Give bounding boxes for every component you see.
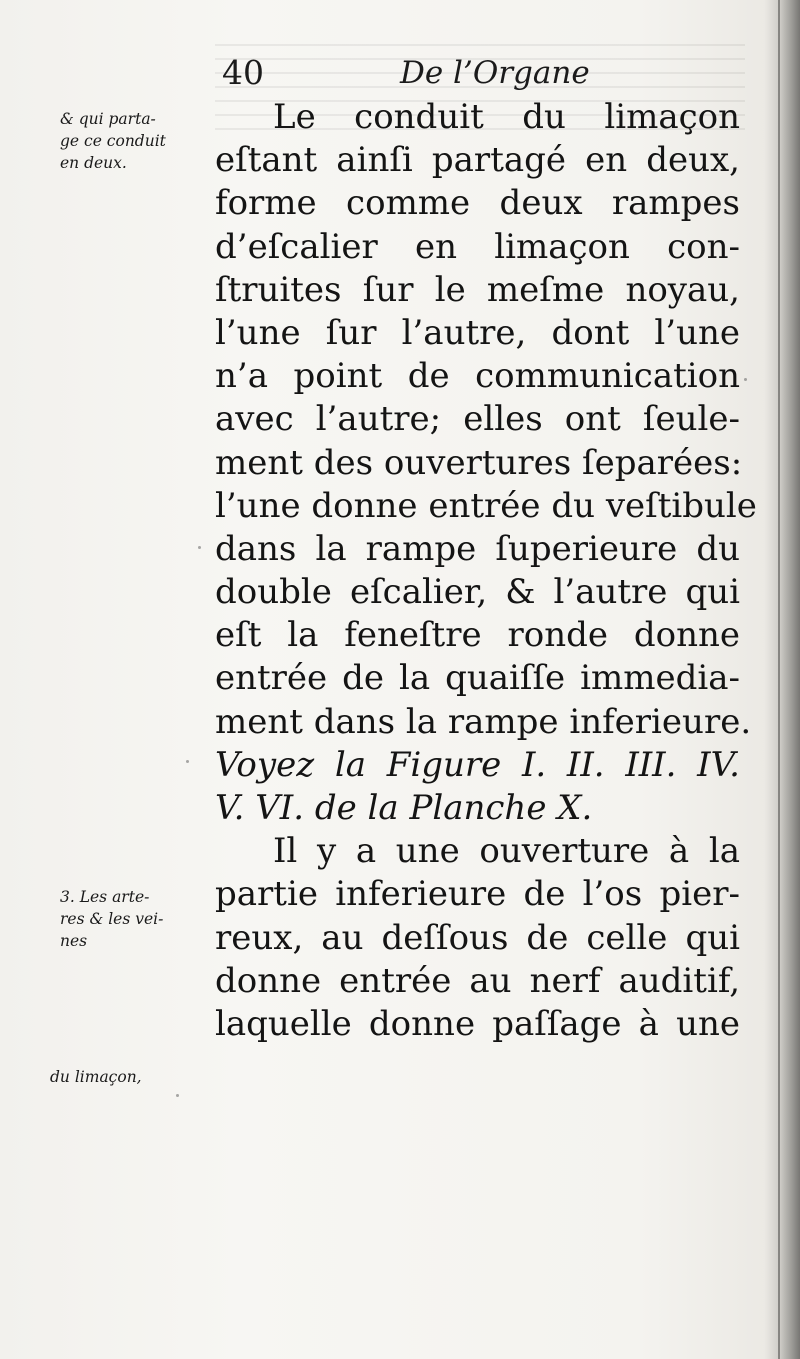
body-line: Il y a une ouverture à la bbox=[273, 831, 740, 872]
margin-note-line: res & les vei- bbox=[60, 910, 164, 928]
body-line: laquelle donne paſſage à une bbox=[215, 1003, 740, 1044]
paper-speck bbox=[176, 1094, 179, 1097]
paper-speck bbox=[744, 378, 747, 381]
body-line: d’eſcalier en limaçon con- bbox=[215, 226, 740, 267]
body-line: ment dans la rampe inferieure. bbox=[215, 701, 752, 742]
running-title: De l’Organe bbox=[400, 55, 590, 91]
paper-speck bbox=[198, 546, 201, 549]
margin-note-line: en deux. bbox=[60, 154, 127, 172]
margin-note-arteries bbox=[60, 886, 163, 952]
body-line: entrée de la quaiſſe immedia- bbox=[215, 658, 740, 699]
page-edge-shadow bbox=[764, 0, 800, 1359]
figure-reference-line: Voyez la Figure I. II. III. IV. bbox=[215, 744, 740, 785]
running-head bbox=[222, 50, 742, 100]
page-edge-line bbox=[778, 0, 780, 1359]
margin-note-line: nes bbox=[60, 932, 88, 950]
body-line: partie inferieure de l’os pier- bbox=[215, 874, 740, 915]
body-line: ment des ouvertures ſeparées: bbox=[215, 442, 743, 483]
figure-reference-line: V. VI. de la Planche X. bbox=[215, 788, 593, 828]
margin-note-line: 3. Les arte- bbox=[60, 888, 150, 906]
body-line: avec l’autre; elles ont ſeule- bbox=[215, 399, 740, 440]
body-line: eſtant ainſi partagé en deux, bbox=[215, 140, 740, 181]
margin-note-division bbox=[60, 108, 166, 174]
body-text bbox=[215, 96, 757, 1046]
body-line: Le conduit du limaçon bbox=[273, 97, 740, 137]
body-line: ſtruites ſur le meſme noyau, bbox=[215, 269, 740, 310]
body-line: double eſcalier, & l’autre qui bbox=[215, 572, 740, 613]
margin-note-limacon bbox=[50, 1066, 142, 1088]
body-line: donne entrée au nerf auditif, bbox=[215, 960, 740, 1001]
body-line: l’une ſur l’autre, dont l’une bbox=[215, 312, 740, 353]
page-number: 40 bbox=[222, 53, 264, 92]
margin-note-line: & qui parta- bbox=[60, 110, 156, 128]
body-line: eſt la feneſtre ronde donne bbox=[215, 615, 740, 656]
body-line: dans la rampe ſuperieure du bbox=[215, 528, 740, 569]
body-line: l’une donne entrée du veſtibule bbox=[215, 485, 757, 526]
body-line: n’a point de communication bbox=[215, 356, 740, 397]
margin-note-line: du limaçon, bbox=[50, 1068, 142, 1086]
margin-note-line: ge ce conduit bbox=[60, 132, 166, 150]
body-line: forme comme deux rampes bbox=[215, 183, 740, 224]
body-line: reux, au deſſous de celle qui bbox=[215, 917, 740, 958]
paper-speck bbox=[186, 760, 189, 763]
